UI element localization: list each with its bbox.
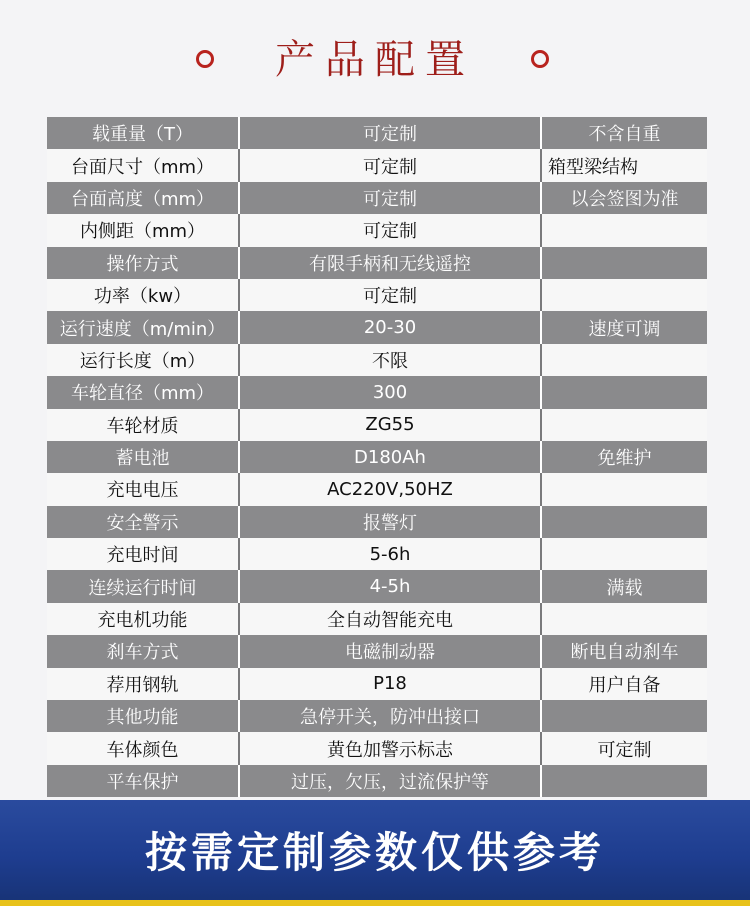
spec-value: 过压，欠压，过流保护等 — [240, 765, 542, 797]
spec-note — [542, 538, 707, 570]
spec-value: AC220V,50HZ — [240, 473, 542, 505]
table-row — [47, 506, 707, 538]
spec-note — [542, 214, 707, 246]
spec-value: P18 — [240, 668, 542, 700]
spec-note: 不含自重 — [588, 124, 661, 146]
spec-note: 断电自动刹车 — [570, 642, 679, 664]
spec-note — [542, 376, 707, 408]
table-row — [47, 603, 707, 635]
table-row — [47, 732, 707, 764]
spec-label: 载重量（T） — [47, 117, 240, 149]
spec-label: 刹车方式 — [47, 635, 240, 667]
spec-label: 内侧距（mm） — [47, 214, 240, 246]
table-row — [47, 765, 707, 797]
banner-text: 按需定制参数仅供参考 — [144, 828, 605, 877]
spec-note — [542, 506, 707, 538]
table-row — [47, 409, 707, 441]
spec-label: 充电机功能 — [47, 603, 240, 635]
spec-label: 功率（kw） — [47, 279, 240, 311]
spec-note: 以会签图为准 — [570, 188, 679, 210]
spec-label: 台面高度（mm） — [47, 182, 240, 214]
spec-note — [542, 409, 707, 441]
ring-ornament-icon — [531, 50, 549, 68]
spec-value: 可定制 — [240, 117, 542, 149]
spec-value: 可定制 — [240, 279, 542, 311]
spec-label: 安全警示 — [47, 506, 240, 538]
spec-label: 蓄电池 — [47, 441, 240, 473]
spec-label: 台面尺寸（mm） — [47, 149, 240, 181]
spec-label: 其他功能 — [47, 700, 240, 732]
spec-note — [542, 765, 707, 797]
spec-label: 运行长度（m） — [47, 344, 240, 376]
table-row — [47, 117, 707, 149]
footer-banner — [0, 800, 750, 906]
spec-value: ZG55 — [240, 409, 542, 441]
spec-note: 免维护 — [597, 448, 652, 470]
table-row — [47, 668, 707, 700]
spec-value: 报警灯 — [240, 506, 542, 538]
spec-label: 荐用钢轨 — [47, 668, 240, 700]
spec-label: 车轮材质 — [47, 409, 240, 441]
spec-note — [542, 700, 707, 732]
spec-value: 全自动智能充电 — [240, 603, 542, 635]
spec-note: 速度可调 — [588, 318, 661, 340]
spec-note: 箱型梁结构 — [548, 156, 638, 178]
table-row — [47, 473, 707, 505]
spec-label: 运行速度（m/min） — [47, 311, 240, 343]
spec-label: 充电时间 — [47, 538, 240, 570]
table-row — [47, 247, 707, 279]
table-row — [47, 149, 707, 181]
banner-stripe — [0, 900, 750, 906]
spec-label: 车体颜色 — [47, 732, 240, 764]
spec-value: 300 — [240, 376, 542, 408]
spec-value: 5-6h — [240, 538, 542, 570]
spec-note — [542, 473, 707, 505]
spec-value: 不限 — [240, 344, 542, 376]
spec-value: 黄色加警示标志 — [240, 732, 542, 764]
spec-note: 满载 — [606, 577, 643, 599]
spec-note: 可定制 — [597, 739, 652, 761]
page-header — [0, 0, 750, 112]
table-row — [47, 441, 707, 473]
spec-value: 4-5h — [240, 570, 542, 602]
spec-note — [542, 344, 707, 376]
table-row — [47, 538, 707, 570]
spec-value: 电磁制动器 — [240, 635, 542, 667]
table-row — [47, 279, 707, 311]
spec-value: D180Ah — [240, 441, 542, 473]
spec-note — [542, 603, 707, 635]
table-row — [47, 344, 707, 376]
spec-value: 20-30 — [240, 311, 542, 343]
spec-value: 有限手柄和无线遥控 — [240, 247, 542, 279]
spec-label: 平车保护 — [47, 765, 240, 797]
table-row — [47, 182, 707, 214]
table-row — [47, 635, 707, 667]
spec-note — [542, 247, 707, 279]
spec-value: 可定制 — [240, 214, 542, 246]
page-title: 产品配置 — [275, 37, 475, 83]
spec-label: 连续运行时间 — [47, 570, 240, 602]
table-row — [47, 570, 707, 602]
table-row — [47, 700, 707, 732]
spec-value: 急停开关，防冲出接口 — [240, 700, 542, 732]
spec-label: 车轮直径（mm） — [47, 376, 240, 408]
table-row — [47, 311, 707, 343]
spec-value: 可定制 — [240, 149, 542, 181]
table-row — [47, 376, 707, 408]
spec-table — [47, 117, 707, 797]
spec-label: 操作方式 — [47, 247, 240, 279]
spec-note: 用户自备 — [588, 674, 661, 696]
table-row — [47, 214, 707, 246]
spec-label: 充电电压 — [47, 473, 240, 505]
spec-value: 可定制 — [240, 182, 542, 214]
spec-note — [542, 279, 707, 311]
